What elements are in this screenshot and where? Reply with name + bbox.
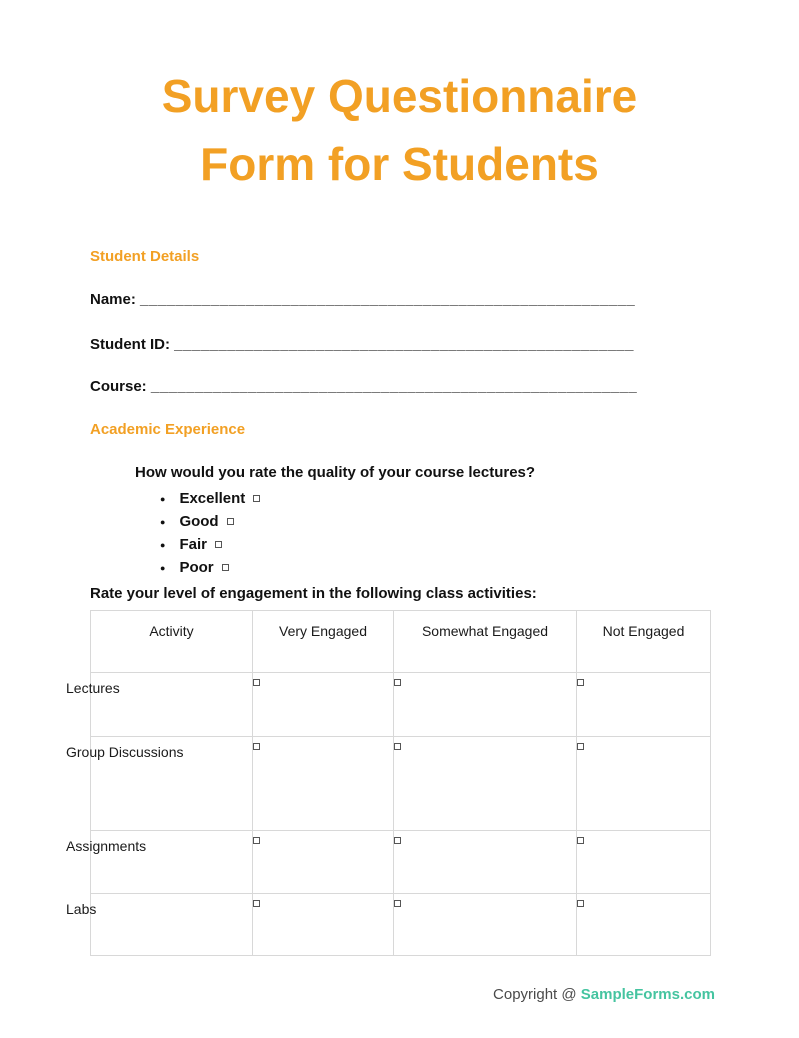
header-not-engaged: Not Engaged bbox=[577, 611, 711, 673]
copyright-text: Copyright @ bbox=[493, 986, 581, 1003]
option-good-label: ● Good bbox=[179, 513, 219, 530]
fair-checkbox[interactable] bbox=[215, 541, 222, 548]
assignments-not-engaged-checkbox[interactable] bbox=[577, 837, 584, 844]
engagement-header-row bbox=[91, 611, 711, 673]
student-id-label: Student ID: bbox=[90, 336, 170, 353]
engagement-table bbox=[66, 610, 711, 956]
lectures-very-engaged-checkbox[interactable] bbox=[253, 679, 260, 686]
page-title-line2: Form for Students bbox=[200, 138, 599, 190]
name-field bbox=[90, 291, 635, 308]
assignments-very-engaged-checkbox[interactable] bbox=[253, 837, 260, 844]
table-row-assignments bbox=[91, 831, 711, 894]
table-row-group-discussions bbox=[91, 737, 711, 831]
name-blank-line[interactable]: ________________________________________________________ bbox=[140, 291, 636, 308]
group-discussions-somewhat-engaged-checkbox[interactable] bbox=[394, 743, 401, 750]
group-discussions-label: Group Discussions bbox=[91, 737, 253, 831]
footer-copyright bbox=[493, 986, 715, 1003]
lectures-not-engaged-checkbox[interactable] bbox=[577, 679, 584, 686]
page-title-line1: Survey Questionnaire bbox=[161, 70, 638, 122]
sampleforms-brand-link[interactable]: SampleForms.com bbox=[580, 986, 715, 1003]
course-blank-line[interactable]: _______________________________________________________ bbox=[150, 378, 638, 395]
option-fair-label: ● Fair bbox=[179, 536, 207, 553]
student-id-blank-line[interactable]: ____________________________________________________ bbox=[174, 336, 634, 353]
lecture-quality-question: How would you rate the quality of your course lectures? bbox=[135, 464, 536, 481]
option-excellent bbox=[160, 487, 260, 510]
poor-checkbox[interactable] bbox=[222, 564, 229, 571]
excellent-checkbox[interactable] bbox=[253, 495, 260, 502]
engagement-prompt: Rate your level of engagement in the following class activities: bbox=[90, 585, 537, 602]
student-details-heading: Student Details bbox=[90, 248, 200, 265]
assignments-label: Assignments bbox=[91, 831, 253, 894]
header-activity: Activity bbox=[91, 611, 253, 673]
academic-experience-heading: Academic Experience bbox=[90, 421, 246, 438]
header-somewhat-engaged: Somewhat Engaged bbox=[394, 611, 577, 673]
table-row-lectures bbox=[91, 673, 711, 737]
lectures-label: Lectures bbox=[91, 673, 253, 737]
course-label: Course: bbox=[90, 378, 147, 395]
table-row-labs bbox=[91, 894, 711, 956]
header-very-engaged: Very Engaged bbox=[253, 611, 394, 673]
option-poor bbox=[160, 556, 260, 579]
option-fair bbox=[160, 533, 260, 556]
option-excellent-label: ● Excellent bbox=[179, 490, 246, 507]
group-discussions-very-engaged-checkbox[interactable] bbox=[253, 743, 260, 750]
lecture-quality-options bbox=[160, 487, 260, 579]
labs-somewhat-engaged-checkbox[interactable] bbox=[394, 900, 401, 907]
lectures-somewhat-engaged-checkbox[interactable] bbox=[394, 679, 401, 686]
student-id-field bbox=[90, 336, 634, 353]
labs-not-engaged-checkbox[interactable] bbox=[577, 900, 584, 907]
page-title bbox=[0, 62, 799, 198]
assignments-somewhat-engaged-checkbox[interactable] bbox=[394, 837, 401, 844]
course-field bbox=[90, 378, 637, 395]
option-poor-label: ● Poor bbox=[179, 559, 214, 576]
option-good bbox=[160, 510, 260, 533]
labs-label: Labs bbox=[91, 894, 253, 956]
name-label: Name: bbox=[90, 291, 136, 308]
labs-very-engaged-checkbox[interactable] bbox=[253, 900, 260, 907]
group-discussions-not-engaged-checkbox[interactable] bbox=[577, 743, 584, 750]
good-checkbox[interactable] bbox=[227, 518, 234, 525]
